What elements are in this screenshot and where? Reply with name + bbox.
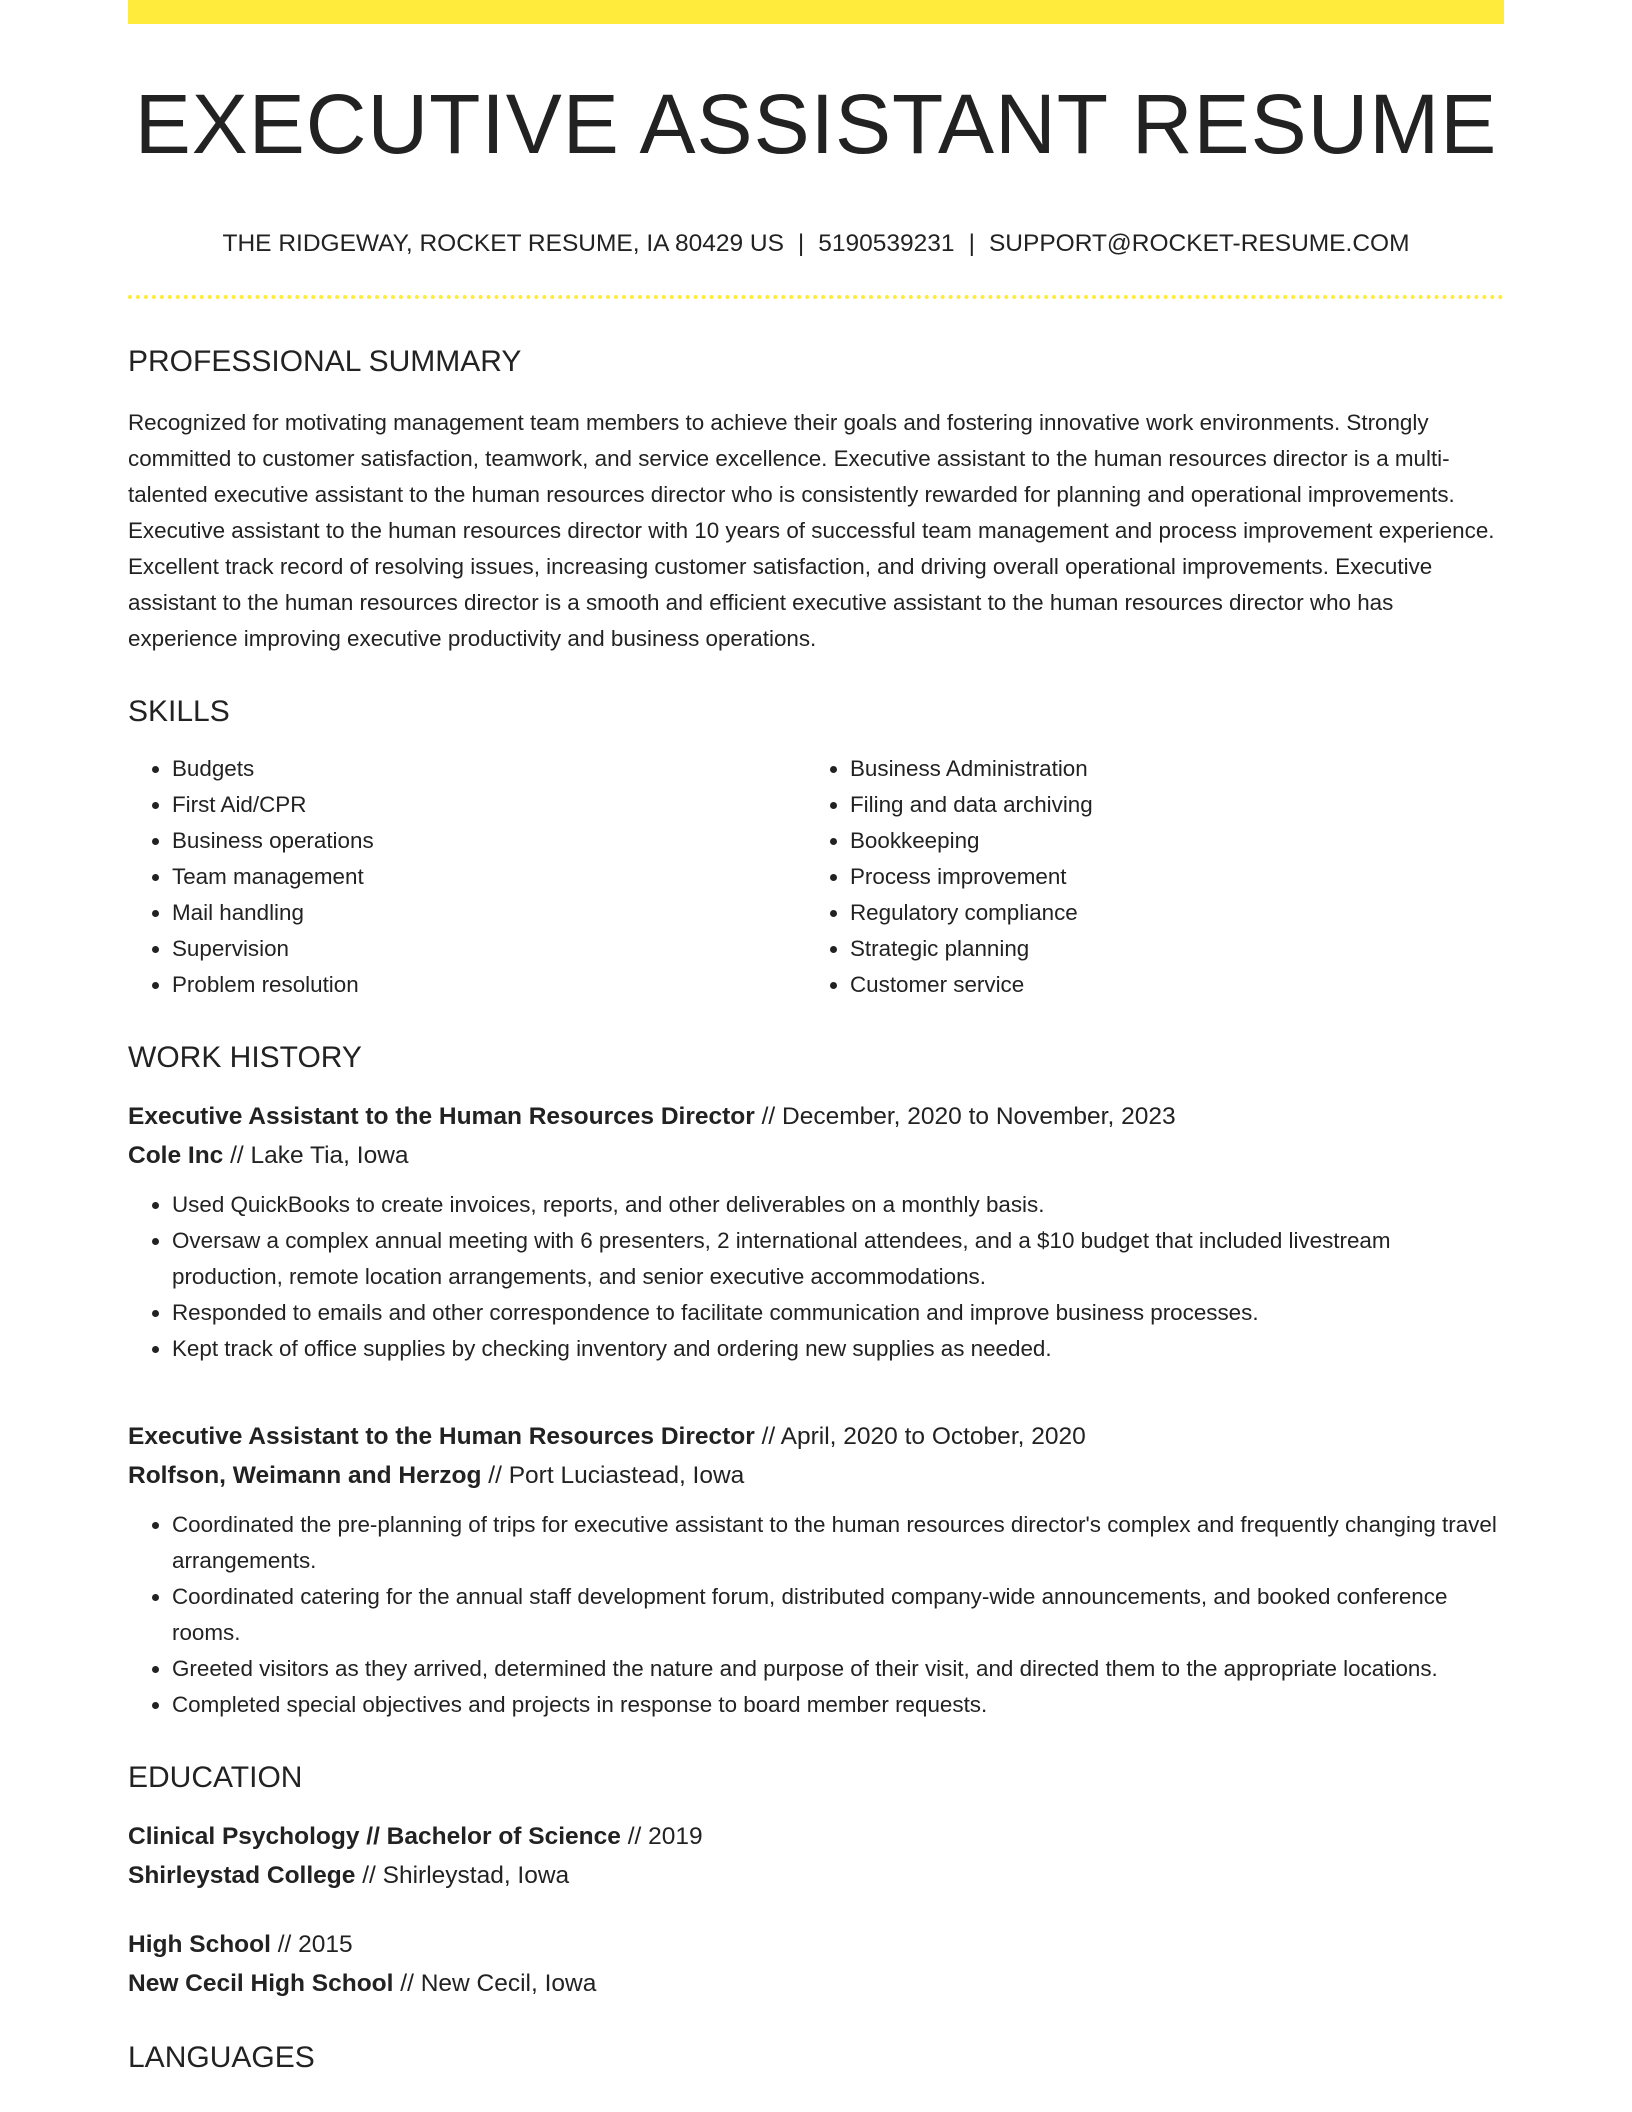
skill-item: • Team management: [172, 859, 806, 895]
education-degree: Clinical Psychology // Bachelor of Science: [128, 1822, 621, 1850]
education-heading: EDUCATION: [128, 1760, 303, 1794]
skill-item: • Filing and data archiving: [850, 787, 1484, 823]
job-location: // Lake Tia, Iowa: [230, 1141, 409, 1169]
resume-page: [128, 0, 1504, 2073]
skill-item: • Problem resolution: [172, 967, 806, 1003]
work-history-heading: WORK HISTORY: [128, 1040, 362, 1074]
job-bullet: • Kept track of office supplies by checking inventory and ordering new supplies as needed.: [172, 1331, 1504, 1367]
education-degree: High School: [128, 1930, 271, 1958]
job-location: // Port Luciastead, Iowa: [488, 1461, 745, 1489]
job-title-line: [128, 1097, 1504, 1136]
job-title-line: [128, 1417, 1504, 1456]
job-bullet: • Coordinated catering for the annual staff development forum, distributed company-wide announcements, and booked conference rooms.: [172, 1579, 1504, 1651]
contact-email: SUPPORT@ROCKET-RESUME.COM: [988, 230, 1410, 257]
skill-item: • Process improvement: [850, 859, 1484, 895]
job-bullet: • Coordinated the pre-planning of trips for executive assistant to the human resources director's complex and frequently changing travel arrangements.: [172, 1507, 1504, 1579]
skills-heading: SKILLS: [128, 694, 230, 728]
job-company: Cole Inc: [128, 1141, 224, 1169]
education-year: // 2019: [627, 1822, 703, 1850]
education-school: Shirleystad College: [128, 1861, 356, 1889]
contact-address: THE RIDGEWAY, ROCKET RESUME, IA 80429 US: [222, 230, 784, 257]
contact-separator: |: [968, 230, 975, 257]
skill-item: • Business Administration: [850, 751, 1484, 787]
accent-top-bar: [128, 0, 1504, 24]
education-location: // Shirleystad, Iowa: [362, 1861, 570, 1889]
languages-heading: LANGUAGES: [128, 2040, 315, 2074]
job-bullets: [128, 1507, 1504, 1723]
contact-separator: |: [797, 230, 805, 257]
skill-item: • Mail handling: [172, 895, 806, 931]
education-entry: [128, 1817, 1504, 1895]
job-title: Executive Assistant to the Human Resources Director: [128, 1102, 755, 1130]
contact-line: [128, 232, 1504, 257]
resume-title: EXECUTIVE ASSISTANT RESUME: [134, 77, 1498, 171]
skill-item: • First Aid/CPR: [172, 787, 806, 823]
skills-column-left: [128, 751, 806, 1003]
education-location: // New Cecil, Iowa: [400, 1969, 597, 1997]
skill-item: • Supervision: [172, 931, 806, 967]
education-school-line: [128, 1856, 1504, 1895]
job-bullet: • Used QuickBooks to create invoices, reports, and other deliverables on a monthly basis.: [172, 1187, 1504, 1223]
job-bullet: • Oversaw a complex annual meeting with 6 presenters, 2 international attendees, and a $10 budget that included livestream production, remote location arrangements, and senior executive accommodations.: [172, 1223, 1504, 1295]
job-dates: // April, 2020 to October, 2020: [761, 1422, 1086, 1450]
job-company-line: [128, 1136, 1504, 1175]
skill-item: • Strategic planning: [850, 931, 1484, 967]
education-degree-line: [128, 1817, 1504, 1856]
education-degree-line: [128, 1925, 1504, 1964]
education-entry: [128, 1925, 1504, 2003]
education-school: New Cecil High School: [128, 1969, 394, 1997]
summary-heading: PROFESSIONAL SUMMARY: [128, 344, 522, 378]
job-entry: [128, 1097, 1504, 1367]
job-dates: // December, 2020 to November, 2023: [761, 1102, 1176, 1130]
job-entry: [128, 1417, 1504, 1723]
skills-list: [128, 751, 1504, 1003]
skill-item: • Bookkeeping: [850, 823, 1484, 859]
skill-item: • Budgets: [172, 751, 806, 787]
job-company: Rolfson, Weimann and Herzog: [128, 1461, 482, 1489]
dotted-divider: [128, 295, 1504, 299]
summary-text: Recognized for motivating management team members to achieve their goals and fostering innovative work environments. Strongly committed to customer satisfaction, teamwork, and service excellence. Executive assistant to the human resources director is a multi-talented executive assistant to the human resources director who is consistently rewarded for planning and operational improvements. Executive assistant to the human resources director with 10 years of successful team management and process improvement experience. Excellent track record of resolving issues, increasing customer satisfaction, and driving overall operational improvements. Executive assistant to the human resources director is a smooth and efficient executive assistant to the human resources director who has experience improving executive productivity and business operations.: [128, 409, 1495, 651]
contact-phone: 5190539231: [818, 230, 955, 257]
job-company-line: [128, 1456, 1504, 1495]
job-bullet: • Greeted visitors as they arrived, determined the nature and purpose of their visit, and directed them to the appropriate locations.: [172, 1651, 1504, 1687]
job-title: Executive Assistant to the Human Resources Director: [128, 1422, 755, 1450]
skills-column-right: [806, 751, 1484, 1003]
skill-item: • Customer service: [850, 967, 1484, 1003]
job-bullet: • Responded to emails and other correspondence to facilitate communication and improve business processes.: [172, 1295, 1504, 1331]
job-bullets: [128, 1187, 1504, 1367]
skill-item: • Regulatory compliance: [850, 895, 1484, 931]
skill-item: • Business operations: [172, 823, 806, 859]
job-bullet: • Completed special objectives and projects in response to board member requests.: [172, 1687, 1504, 1723]
education-school-line: [128, 1964, 1504, 2003]
education-year: // 2015: [277, 1930, 353, 1958]
